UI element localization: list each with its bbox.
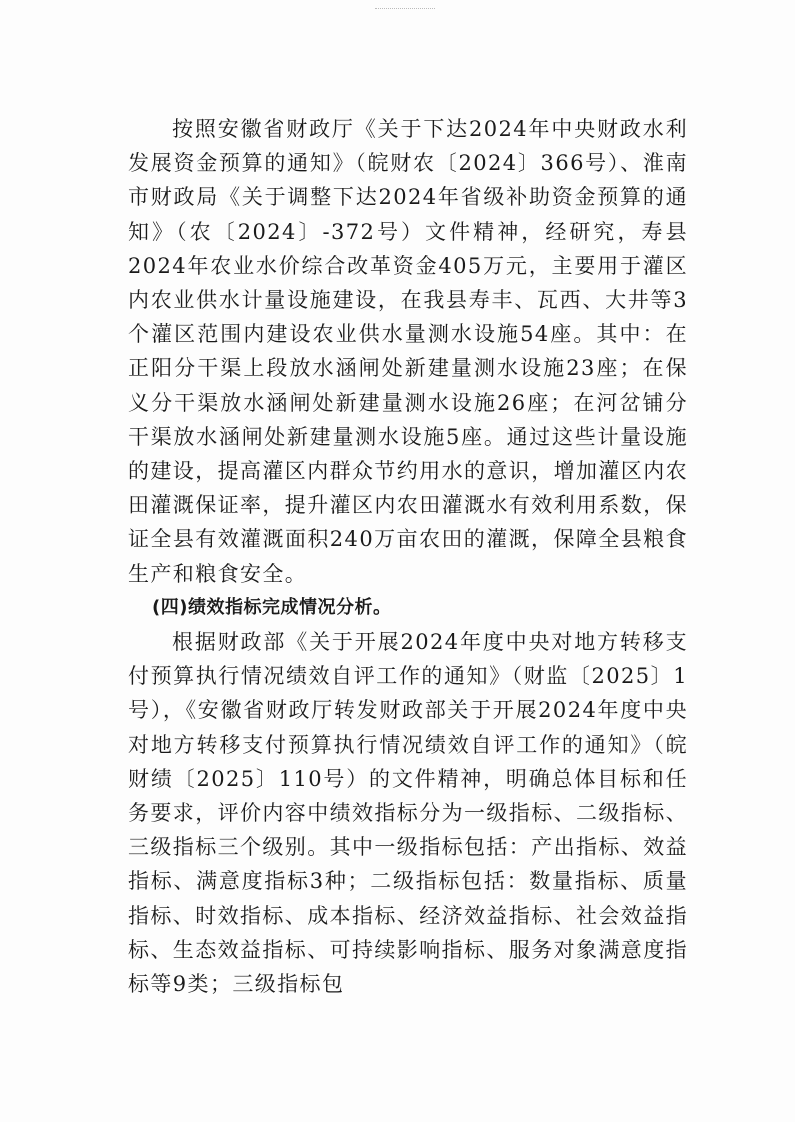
paragraph-funding-overview: 按照安徽省财政厅《关于下达2024年中央财政水利发展资金预算的通知》（皖财农〔2024〕366号）、淮南市财政局《关于调整下达2024年省级补助资金预算的通知》（农〔2024〕-372号）文件精神，经研究，寿县2024年农业水价综合改革资金405万元，主要用于灌区内农业供水计量设施建设，在我县寿丰、瓦西、大井等3个灌区范围内建设农业供水量测水设施54座。其中：在正阳分干渠上段放水涵闸处新建量测水设施23座；在保义分干渠放水涵闸处新建量测水设施26座；在河岔铺分干渠放水涵闸处新建量测水设施5座。通过这些计量设施的建设，提高灌区内群众节约用水的意识，增加灌区内农田灌溉保证率，提升灌区内农田灌溉水有效利用系数，保证全县有效灌溉面积240万亩农田的灌溉，保障全县粮食生产和粮食安全。 bbox=[128, 117, 688, 586]
paragraph-indicator-analysis: 根据财政部《关于开展2024年度中央对地方转移支付预算执行情况绩效自评工作的通知》（财监〔2025〕1号），《安徽省财政厅转发财政部关于开展2024年度中央对地方转移支付预算执行情况绩效自评工作的通知》（皖财绩〔2025〕110号）的文件精神，明确总体目标和任务要求，评价内容中绩效指标分为一级指标、二级指标、三级指标三个级别。其中一级指标包括：产出指标、效益指标、满意度指标3种；二级指标包括：数量指标、质量指标、时效指标、成本指标、经济效益指标、社会效益指标、生态效益指标、可持续影响指标、服务对象满意度指标等9类；三级指标包 bbox=[128, 630, 688, 997]
document-body bbox=[128, 112, 688, 1001]
page-top-mark bbox=[375, 0, 435, 9]
section-heading-performance-indicators: (四)绩效指标完成情况分析。 bbox=[152, 596, 392, 618]
